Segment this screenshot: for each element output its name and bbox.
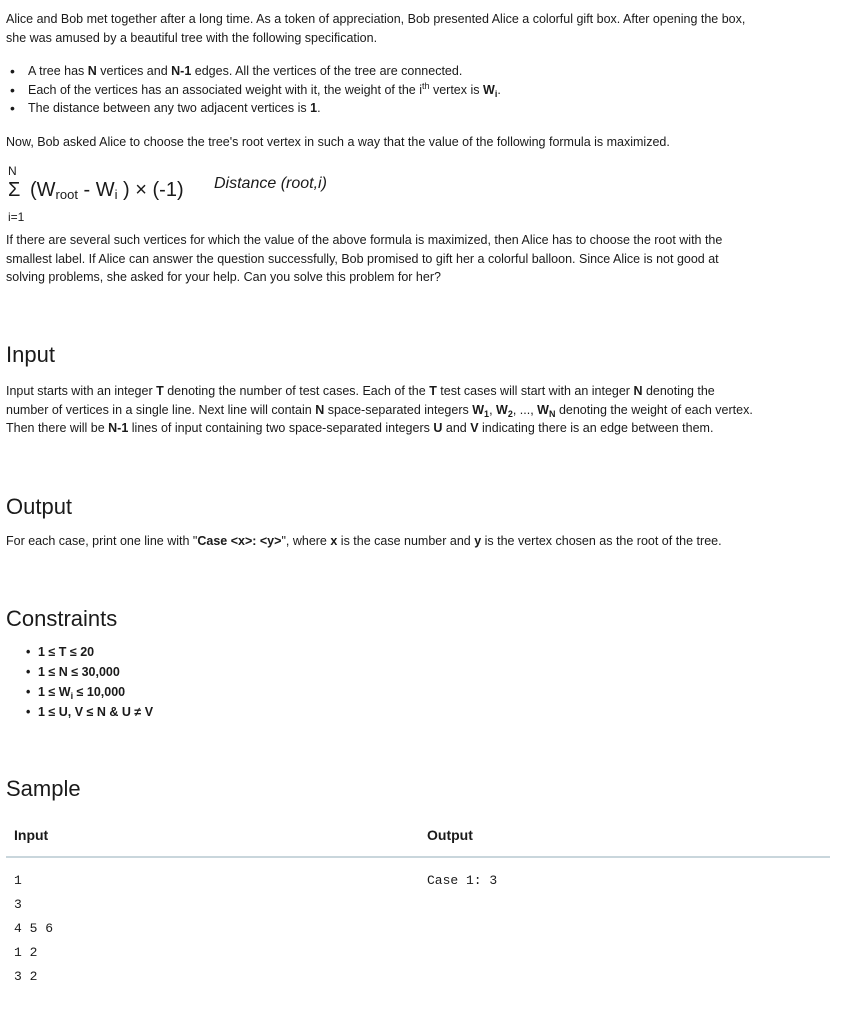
- sample-divider: [6, 856, 830, 858]
- ask-line: Now, Bob asked Alice to choose the tree's root vertex in such a way that the value of the following formula is maximized.: [6, 135, 670, 149]
- spec-bullet-vertices: • A tree has N vertices and N-1 edges. All the vertices of the tree are connected.: [10, 62, 501, 81]
- constraint-t: • 1 ≤ T ≤ 20: [26, 642, 153, 662]
- tie-line-1: If there are several such vertices for which the value of the above formula is maximized, then Alice has to choose the root with the: [6, 233, 723, 247]
- input-heading: Input: [6, 342, 55, 367]
- constraint-w: • $1 \le W_i \le 10,000$: [26, 682, 153, 702]
- sample-input-line: 4 5 6: [14, 921, 54, 936]
- sample-input-block: [14, 872, 53, 992]
- intro-line-2: she was amused by a beautiful tree with the following specification.: [6, 30, 378, 45]
- constraint-uv: • 1 ≤ U, V ≤ N & U ≠ V: [26, 702, 153, 722]
- sample-heading: Sample: [6, 776, 81, 801]
- spec-bullet-list: [10, 62, 501, 118]
- constraints-heading: Constraints: [6, 606, 118, 631]
- tie-line-3: solving problems, she asked for your help. Can you solve this problem for her?: [6, 270, 441, 284]
- output-paragraph: For each case, print one line with "Case <x>: <y>", where x is the case number and y is the vertex chosen as the root of the tree.: [6, 534, 722, 548]
- constraints-list: [26, 642, 153, 722]
- sample-input-line: 3: [14, 897, 22, 912]
- tie-line-2: smallest label. If Alice can answer the question successfully, Bob promised to gift her a colorful balloon. Since Alice is not good at: [6, 251, 719, 266]
- formula-lower-limit: i=1: [8, 210, 25, 224]
- sample-input-line: 3 2: [14, 969, 38, 984]
- spec-bullet-distance: • The distance between any two adjacent vertices is 1.: [10, 99, 501, 118]
- formula-upper-limit: N: [8, 164, 17, 178]
- intro-line-1: Alice and Bob met together after a long time. As a token of appreciation, Bob presented Alice a colorful gift box. After opening the box,: [6, 12, 746, 26]
- sample-input-header: Input: [14, 827, 49, 843]
- sample-output-block: [427, 872, 497, 891]
- constraint-n: • 1 ≤ N ≤ 30,000: [26, 662, 153, 682]
- sigma-symbol: Σ: [8, 179, 21, 201]
- intro-paragraph: [6, 10, 827, 47]
- sample-input-line: 1: [14, 873, 22, 888]
- sample-input-line: 1 2: [14, 945, 38, 960]
- formula-body: (Wroot - Wi ) × (-1): [30, 179, 184, 202]
- spec-bullet-weights: • Each of the vertices has an associated weight with it, the weight of the $i^{th}$ vertex is $W_i$.: [10, 81, 501, 100]
- sample-output-line: Case 1: 3: [427, 873, 498, 888]
- output-heading: Output: [6, 494, 73, 519]
- sample-output-header: Output: [427, 827, 473, 843]
- formula-exponent: Distance (root,i): [214, 175, 327, 192]
- tie-paragraph: [6, 231, 827, 287]
- input-paragraph: Input starts with an integer T denoting the number of test cases. Each of the T test cases will start with an integer N denoting the number of vertices in a single line. Next line will contain N space-separated integers $W_1$, $W_2$, ..., $W_N$ denoting the weight of each vertex. Then there will be N-1 lines of input containing two space-separated integers U and V indicating there is an edge between them.: [6, 384, 753, 435]
- formula: [6, 160, 426, 230]
